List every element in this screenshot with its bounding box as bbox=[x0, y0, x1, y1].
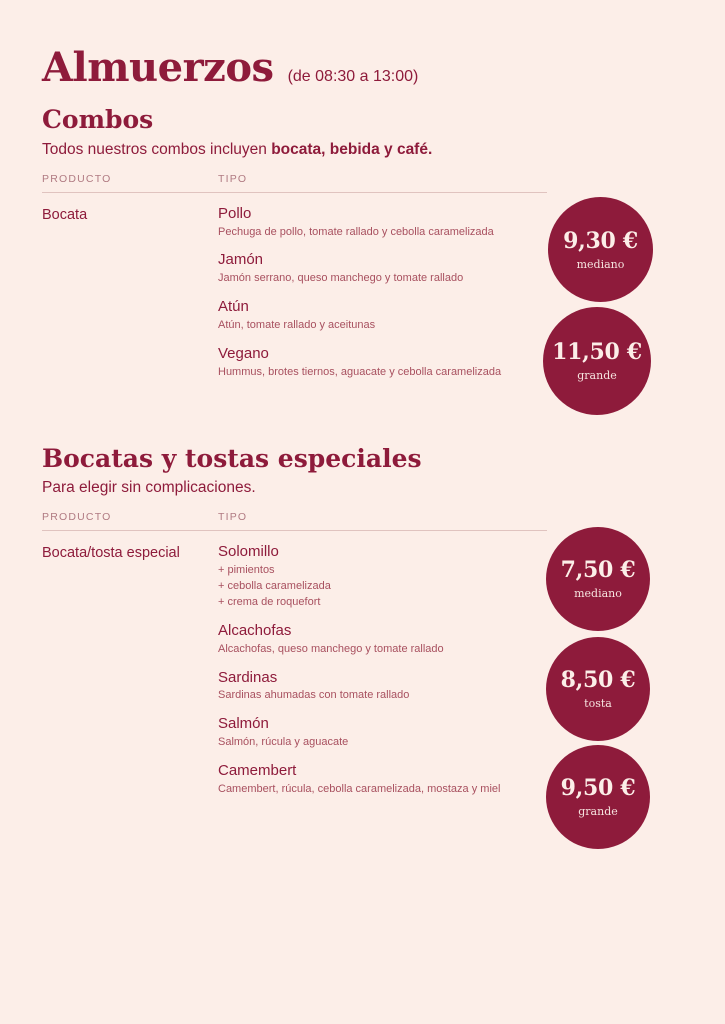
price-value: 8,50 € bbox=[560, 667, 636, 693]
item-description bbox=[218, 563, 547, 611]
item-description bbox=[218, 318, 547, 334]
price-size-label: mediano bbox=[576, 257, 625, 271]
item-description-line: Jamón serrano, queso manchego y tomate rallado bbox=[218, 272, 464, 285]
item-name: Atún bbox=[218, 298, 249, 316]
item-name: Sardinas bbox=[218, 668, 278, 686]
item-description bbox=[218, 782, 547, 798]
item-description bbox=[218, 271, 547, 287]
item-description bbox=[218, 365, 547, 381]
item-description-line: Pechuga de pollo, tomate rallado y cebolla caramelizada bbox=[218, 225, 494, 238]
item-description bbox=[218, 642, 547, 658]
column-header-producto: PRODUCTO bbox=[42, 172, 112, 185]
price-value: 9,50 € bbox=[560, 775, 636, 801]
price-value: 11,50 € bbox=[552, 339, 642, 365]
item-description-line: Alcachofas, queso manchego y tomate rallado bbox=[218, 642, 444, 655]
product-name: Bocata/tosta especial bbox=[42, 545, 180, 562]
section-subtitle bbox=[42, 141, 683, 159]
list-item bbox=[218, 622, 547, 658]
table-body bbox=[42, 193, 547, 381]
table-body bbox=[42, 531, 547, 797]
item-description bbox=[218, 735, 547, 751]
table-header bbox=[42, 511, 547, 531]
price-badge bbox=[546, 527, 650, 631]
item-list bbox=[218, 205, 547, 381]
item-description-line: Atún, tomate rallado y aceitunas bbox=[218, 318, 376, 331]
item-description-line: Sardinas ahumadas con tomate rallado bbox=[218, 689, 410, 702]
list-item bbox=[218, 345, 547, 381]
service-hours: (de 08:30 a 13:00) bbox=[287, 68, 419, 85]
price-badge bbox=[546, 745, 650, 849]
list-item bbox=[218, 298, 547, 334]
price-size-label: grande bbox=[577, 369, 617, 382]
item-description bbox=[218, 225, 547, 241]
column-header-tipo: TIPO bbox=[218, 511, 248, 524]
list-item bbox=[218, 543, 547, 611]
price-value: 7,50 € bbox=[560, 557, 636, 583]
section-title: Bocatas y tostas especiales bbox=[42, 443, 422, 473]
item-name: Alcachofas bbox=[218, 621, 292, 639]
section-subtitle-emphasis: bocata, bebida y café. bbox=[271, 140, 433, 158]
price-size-label: mediano bbox=[574, 587, 622, 600]
section-title: Combos bbox=[42, 105, 154, 134]
item-name: Pollo bbox=[218, 204, 252, 222]
product-name: Bocata bbox=[42, 206, 88, 223]
price-value: 9,30 € bbox=[563, 227, 638, 254]
item-description-line: Camembert, rúcula, cebolla caramelizada, mostaza y miel bbox=[218, 782, 501, 795]
price-badge bbox=[543, 307, 651, 415]
price-badge bbox=[546, 637, 650, 741]
item-name: Jamón bbox=[218, 251, 264, 269]
item-list bbox=[218, 543, 547, 797]
page-title: Almuerzos bbox=[42, 44, 274, 91]
item-name: Camembert bbox=[218, 761, 297, 779]
section-subtitle-text: Todos nuestros combos incluyen bbox=[42, 140, 272, 158]
section-subtitle-text: Para elegir sin complicaciones. bbox=[42, 479, 256, 497]
item-name: Vegano bbox=[218, 344, 269, 362]
item-name: Salmón bbox=[218, 715, 269, 733]
item-description-line: Salmón, rúcula y aguacate bbox=[218, 735, 349, 748]
list-item bbox=[218, 715, 547, 751]
item-description-line: + pimientos bbox=[218, 564, 275, 576]
price-size-label: tosta bbox=[584, 697, 612, 710]
column-header-producto: PRODUCTO bbox=[42, 511, 112, 524]
price-size-label: grande bbox=[578, 805, 618, 818]
item-description-line: + cebolla caramelizada bbox=[218, 579, 331, 592]
item-description bbox=[218, 688, 547, 704]
column-header-tipo: TIPO bbox=[218, 172, 248, 185]
list-item bbox=[218, 669, 547, 705]
page-header bbox=[42, 44, 683, 91]
list-item bbox=[218, 251, 547, 287]
list-item bbox=[218, 205, 547, 241]
section-subtitle bbox=[42, 479, 683, 497]
table-header bbox=[42, 173, 547, 193]
item-name: Solomillo bbox=[218, 543, 279, 561]
item-description-line: + crema de roquefort bbox=[218, 595, 321, 608]
list-item bbox=[218, 762, 547, 798]
item-description-line: Hummus, brotes tiernos, aguacate y cebolla caramelizada bbox=[218, 365, 502, 378]
price-badge bbox=[548, 197, 653, 302]
